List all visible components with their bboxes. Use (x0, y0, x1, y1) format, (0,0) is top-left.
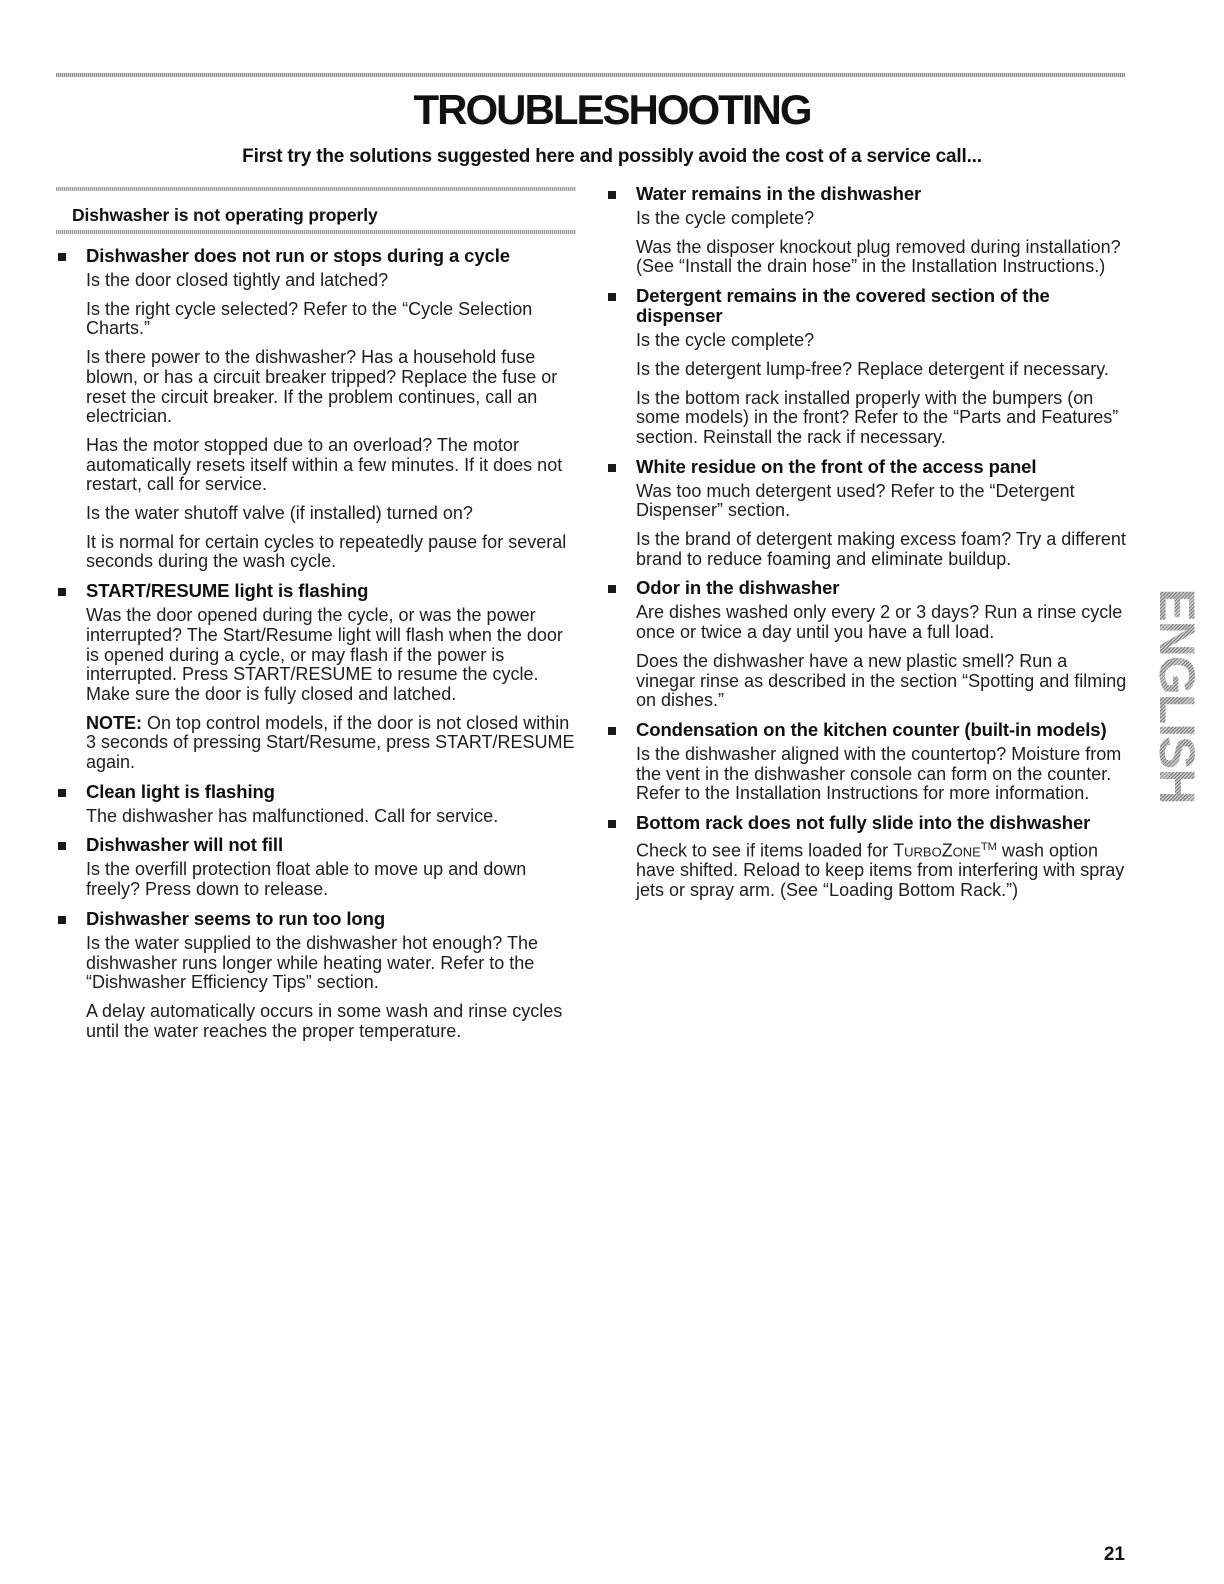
brand-turbo: Turbo (893, 840, 942, 861)
issue-text: A delay automatically occurs in some wash and rinse cycles until the water reaches the proper temperature. (86, 1000, 563, 1041)
issue-text: Is the bottom rack installed properly with the bumpers (on some models) in the front? Refer to the “Parts and Features” section. Reinstall the rack if necessary. (636, 387, 1119, 447)
issue-text: Are dishes washed only every 2 or 3 days? Run a rinse cycle once or twice a day until you have a full load. (636, 602, 1123, 643)
bullet-icon (608, 293, 616, 301)
issue-text: Is the water supplied to the dishwasher hot enough? The dishwasher runs longer while heating water. Refer to the “Dishwasher Efficiency Tips” section. (86, 932, 538, 993)
issue-text: Is the water shutoff valve (if installed) turned on? (86, 503, 473, 524)
section-header (56, 187, 576, 234)
page-subtitle: First try the solutions suggested here and possibly avoid the cost of a service call... (242, 146, 982, 167)
bullet-icon (58, 916, 66, 924)
issue-text: It is normal for certain cycles to repeatedly pause for several seconds during the wash cycle. (86, 531, 567, 572)
note-label: NOTE: (86, 712, 142, 733)
text-prefix: Check to see if items loaded for (636, 840, 894, 861)
issue-text: Is the overfill protection float able to move up and down freely? Press down to release. (86, 859, 527, 900)
note-text (86, 714, 576, 773)
issue-title: START/RESUME light is flashing (86, 580, 369, 602)
issue-title: Dishwasher does not run or stops during a cycle (86, 245, 510, 266)
issue-text: Is there power to the dishwasher? Has a household fuse blown, or has a circuit breaker tripped? Replace the fuse or reset the circuit breaker. If the problem continues, call an electrician. (86, 347, 558, 427)
issue-text: Has the motor stopped due to an overload? The motor automatically resets itself within a few minutes. If it does not restart, call for service. (86, 434, 563, 495)
section-rule-bottom (56, 230, 576, 234)
page-title: TROUBLESHOOTING (413, 86, 811, 133)
bullet-icon (58, 253, 66, 261)
issue-title: Detergent remains in the covered section of the dispenser (636, 285, 1050, 327)
issue-item (606, 720, 1128, 804)
bullet-icon (58, 588, 66, 596)
issue-title: Water remains in the dishwasher (636, 183, 922, 204)
issue-item (56, 246, 576, 572)
issue-text (636, 838, 1128, 901)
issue-text: The dishwasher has malfunctioned. Call for service. (86, 805, 499, 826)
issue-item (606, 286, 1128, 448)
issue-item (56, 909, 576, 1042)
text-suffix: wash option have shifted. Reload to keep items from interfering with spray jets or spray arm. (See “Loading Bottom Rack.”) (636, 840, 1125, 901)
language-label: ENGLISH (1149, 588, 1205, 804)
issue-title: White residue on the front of the access panel (636, 455, 1037, 477)
issue-item (606, 457, 1128, 570)
note-body: On top control models, if the door is not closed within 3 seconds of pressing Start/Resume, press START/RESUME again. (86, 712, 575, 773)
issue-text: Does the dishwasher have a new plastic smell? Run a vinegar rinse as described in the section “Spotting and filming on dishes.” (636, 650, 1127, 711)
language-side-tab (1149, 574, 1205, 818)
right-column (606, 184, 1128, 910)
trademark-mark: TM (980, 841, 997, 854)
issue-text: Was too much detergent used? Refer to the “Detergent Dispenser” section. (636, 480, 1075, 521)
issue-text: Is the cycle complete? (636, 330, 815, 351)
bullet-icon (58, 789, 66, 797)
issue-text: Is the right cycle selected? Refer to the “Cycle Selection Charts.” (86, 298, 533, 339)
page-number: 21 (1103, 1544, 1125, 1565)
bullet-icon (608, 464, 616, 472)
issue-text: Is the dishwasher aligned with the countertop? Moisture from the vent in the dishwasher console can form on the counter. Refer to the Installation Instructions for more information. (636, 743, 1122, 804)
issue-title: Clean light is flashing (86, 780, 275, 802)
issue-item (56, 782, 576, 827)
issue-title: Dishwasher will not fill (86, 834, 284, 856)
issue-text: Is the door closed tightly and latched? (86, 270, 389, 290)
left-column (56, 184, 576, 1050)
issue-item (56, 835, 576, 899)
issue-text: Is the cycle complete? (636, 208, 815, 228)
issue-text: Is the detergent lump-free? Replace detergent if necessary. (636, 358, 1109, 379)
issue-text: Was the door opened during the cycle, or was the power interrupted? The Start/Resume light will flash when the door is opened during a cycle, or may flash if the power is interrupted. Press START/RESUME to resume the cycle. Make sure the door is fully closed and latched. (86, 605, 563, 704)
issue-text: Was the disposer knockout plug removed during installation? (See “Install the drain hose” in the Installation Instructions.) (636, 236, 1121, 277)
issue-item (56, 581, 576, 773)
issue-item (606, 813, 1128, 901)
top-rule (56, 73, 1125, 77)
issue-title: Odor in the dishwasher (636, 577, 840, 599)
section-heading: Dishwasher is not operating properly (72, 205, 378, 225)
issue-title: Condensation on the kitchen counter (built-in models) (636, 718, 1107, 740)
bullet-icon (608, 585, 616, 593)
issue-title: Bottom rack does not fully slide into the dishwasher (636, 812, 1091, 834)
issue-item (606, 184, 1128, 277)
brand-zone: Zone (941, 840, 981, 861)
bullet-icon (608, 191, 616, 199)
bullet-icon (58, 842, 66, 850)
issue-item (606, 578, 1128, 711)
bullet-icon (608, 727, 616, 735)
issue-text: Is the brand of detergent making excess foam? Try a different brand to reduce foaming and eliminate buildup. (636, 529, 1126, 569)
bullet-icon (608, 820, 616, 828)
issue-title: Dishwasher seems to run too long (86, 907, 386, 929)
